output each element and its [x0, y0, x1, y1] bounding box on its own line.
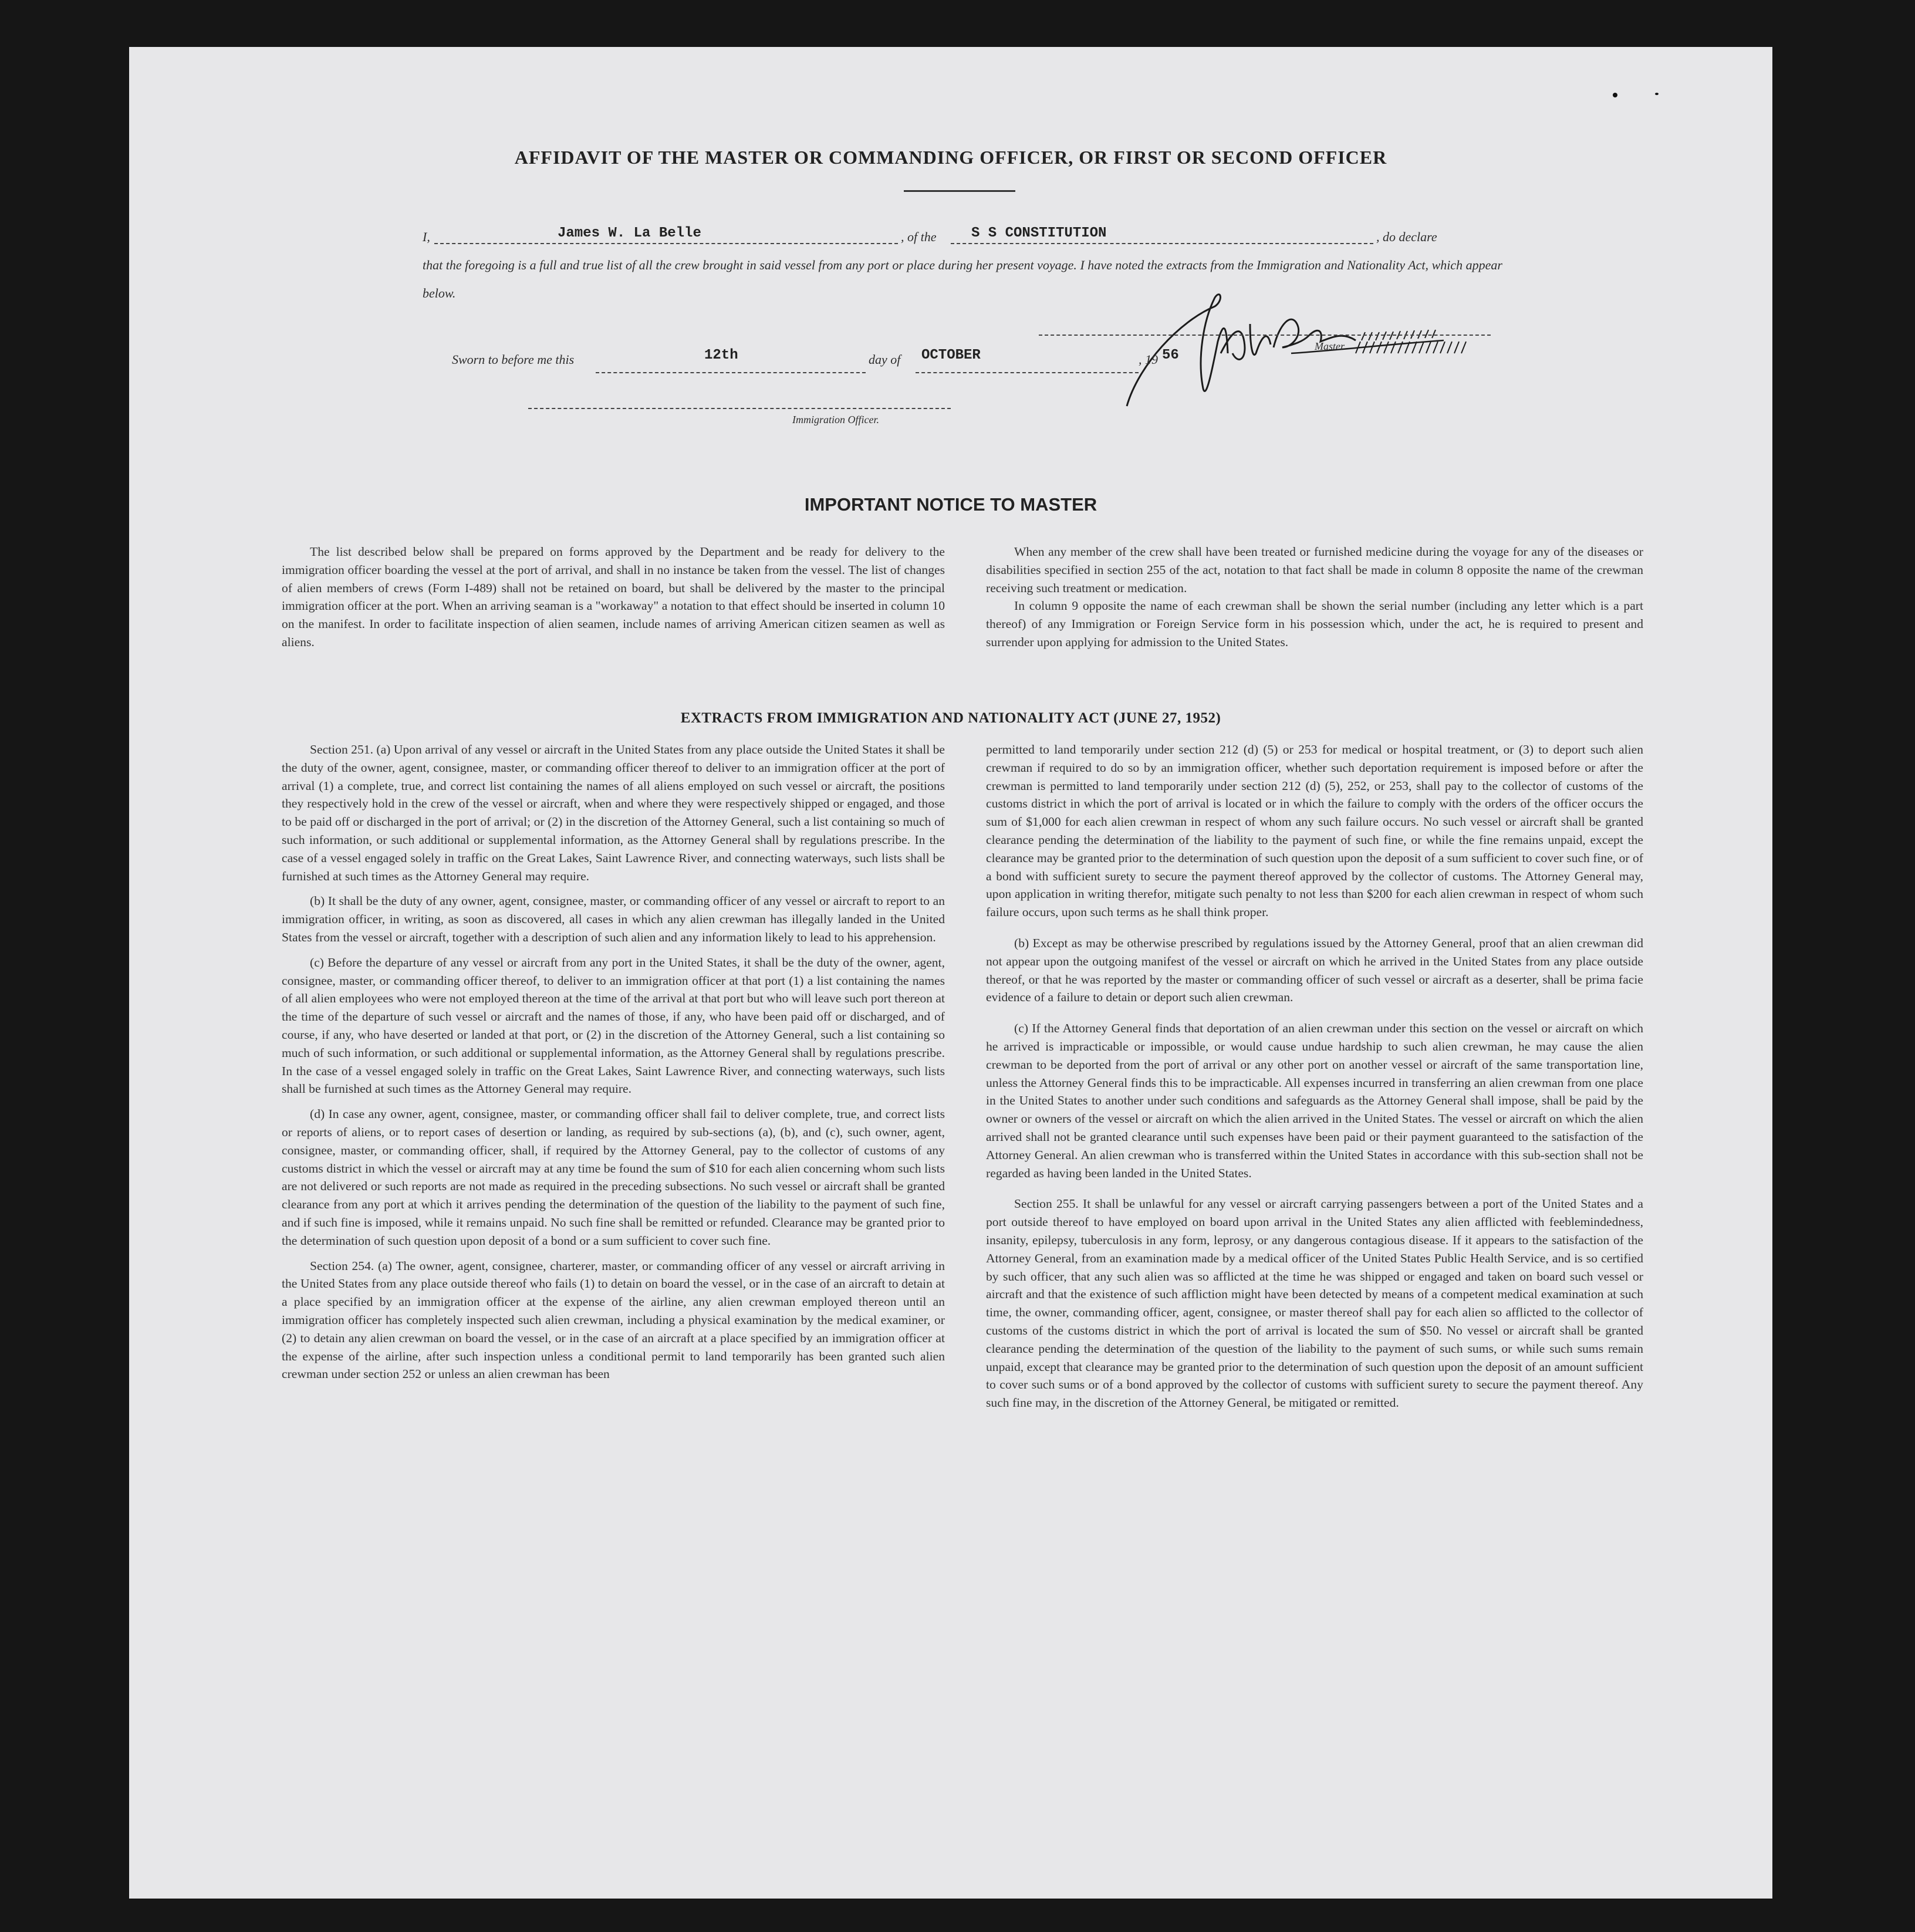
scan-speck: [1613, 93, 1617, 97]
immigration-officer-label: Immigration Officer.: [792, 414, 879, 425]
sworn-line: [452, 347, 1215, 381]
signature-line: [1039, 335, 1491, 336]
do-declare-label: , do declare: [1376, 229, 1437, 244]
day-of-label: day of: [869, 352, 901, 367]
title-divider: [904, 190, 1015, 192]
affidavit-title: AFFIDAVIT OF THE MASTER OR COMMANDING OFFICER, OR FIRST OR SECOND OFFICER: [514, 147, 1387, 168]
section-254c: (c) If the Attorney General finds that deportation of an alien crewman under this section on the vessel or aircraft on which he arrived is impracticable or impossible, or would cause undue hardship to such alien crewman, he may cause the alien crewman to be deported from the port of arrival or any other port on another vessel or aircraft of the same transportation line, unless the Attorney General finds this to be impracticable. All expenses incurred in transferring an alien crewman from one place in the United States to another under such conditions and safeguards as the Attorney General shall impose, shall be paid by the owner or owners of the vessel or aircraft on which the alien arrived in the United States. The vessel or aircraft on which the alien arrived shall not be granted clearance until such expenses have been paid or their payment guaranteed to the satisfaction of the Attorney General. An alien crewman who is transferred within the United States in accordance with this sub-section shall not be regarded as having been landed in the United States.: [986, 1021, 1643, 1180]
strikethrough-mark: [1353, 339, 1488, 356]
notice-left-column: [282, 543, 945, 658]
sworn-year: 56: [1162, 347, 1179, 363]
scan-speck: [1655, 93, 1659, 95]
extracts-right-column: [986, 741, 1643, 1425]
of-the-label: , of the: [901, 229, 937, 244]
section-251d: (d) In case any owner, agent, consignee, master, or commanding officer shall fail to deliver complete, true, and correct lists or reports of aliens, or to report cases of desertion or landing, as required by sub-sections (a), (b), and (c), such owner, agent, consignee, master, or commanding officer, shall, if required by the Attorney General, pay to the collector of customs of any customs district in which the vessel or aircraft may at any time be found the sum of $10 for each alien concerning whom such lists are not delivered or such reports are not made as required in the preceding subsections. No such vessel or aircraft shall be granted clearance from any port at which it arrives pending the determination of the question of the liability to the payment of such fine, and if such fine is imposed, while it remains unpaid. No such fine shall be remitted or refunded. Clearance may be granted prior to the determination of such question upon deposit of a bond or a sum sufficient to cover such fine.: [282, 1107, 945, 1248]
section-251c: (c) Before the departure of any vessel or aircraft from any port in the United States, it shall be the duty of the owner, agent, consignee, master, or commanding officer thereof, to deliver to an immigration officer at that port (1) a list containing the names of all alien employees who were not employed thereon at the time of the arrival at that port but who will leave such port thereon at the time of the departure of such vessel or aircraft and the names of those, if any, who have been paid off or discharged, and of course, if any, who have deserted or landed at that port, or (2) in the discretion of the Attorney General, such a list containing so much of such information, or such additional or supplemental information, as the Attorney General shall by regulations prescribe. In the case of a vessel engaged solely in traffic on the Great Lakes, Saint Lawrence River, and connecting waterways, such lists shall be furnished at such times as the Attorney General may require.: [282, 955, 945, 1096]
notice-right-column: [986, 543, 1643, 651]
sworn-day: 12th: [704, 347, 738, 363]
immigration-officer-line: [528, 408, 951, 409]
section-254a-continued: permitted to land temporarily under section 212 (d) (5) or 253 for medical or hospital treatment, or (3) to deport such alien crewman if required to do so by an immigration officer, whether such deportation requirement is imposed before or after the crewman is permitted to land temporarily under section 212 (d) (5), 252, or 253, shall pay to the collector of customs of the customs district in which the port of arrival is located or in which the failure to comply with the orders of the officer occurs the sum of $1,000 for each alien crewman in respect of whom any such failure occurs. No such vessel or aircraft shall be granted clearance pending the determination of the liability to the payment of such fine, or while the fine remains unpaid, except the clearance may be granted prior to the determination of such question upon the deposit of a sum sufficient to cover such fine, or of a bond with sufficient surety to secure the payment thereof approved by the collector of customs. The Attorney General may, upon application in writing therefor, mitigate such penalty to not less than $200 for each alien crewman in respect of whom such failure occurs, upon such terms as he shall think proper.: [986, 742, 1643, 920]
vessel-name: S S CONSTITUTION: [971, 225, 1107, 241]
notice-title: IMPORTANT NOTICE TO MASTER: [804, 494, 1097, 515]
sworn-label: Sworn to before me this: [452, 352, 575, 367]
notice-paragraph: In column 9 opposite the name of each crewman shall be shown the serial number (including any letter which is a part thereof) of any Immigration or Foreign Service form in his possession which, under the act, he is required to present and surrender upon applying for admission to the United States.: [986, 599, 1643, 649]
section-251a: Section 251. (a) Upon arrival of any vessel or aircraft in the United States from any place outside the United States it shall be the duty of the owner, agent, consignee, master, or commanding officer thereof to deliver to an immigration officer at the port of arrival (1) a complete, true, and correct list containing the names of all aliens employed on such vessel or aircraft, the positions they respectively hold in the crew of the vessel or aircraft, when and where they were respectively shipped or engaged, and those to be paid off or discharged in the port of arrival; or (2) in the discretion of the Attorney General, such a list containing so much of such information, or such additional or supplemental information, as the Attorney General shall by regulations prescribe. In the case of a vessel engaged solely in traffic on the Great Lakes, Saint Lawrence River, and connecting waterways, such lists shall be furnished at such times as the Attorney General may require.: [282, 742, 945, 883]
master-label: Master: [1315, 340, 1345, 352]
extracts-left-column: [282, 741, 945, 1390]
sworn-month: OCTOBER: [921, 347, 981, 363]
notice-paragraph: When any member of the crew shall have been treated or furnished medicine during the voyage for any of the diseases or disabilities specified in section 255 of the act, notation to that fact shall be made in column 8 opposite the name of the crewman receiving such treatment or medication.: [986, 545, 1643, 595]
year-prefix: , 19: [1139, 352, 1158, 367]
notice-paragraph: The list described below shall be prepared on forms approved by the Department and be ready for delivery to the immigration officer boarding the vessel at the port of arrival, and shall in no instance be taken from the vessel. The list of changes of alien members of crews (Form I-489) shall not be retained on board, but shall be delivered by the master to the principal immigration officer at the port. When an arriving seaman is a "workaway" a notation to that effect should be inserted in column 10 on the manifest. In order to facilitate inspection of alien seamen, include names of arriving American citizen seamen as well as aliens.: [282, 545, 945, 649]
extracts-title: EXTRACTS FROM IMMIGRATION AND NATIONALITY ACT (JUNE 27, 1952): [680, 710, 1221, 726]
section-255: Section 255. It shall be unlawful for any vessel or aircraft carrying passengers between a port of the United States and a port outside thereof to have employed on board upon arrival in the United States any alien afflicted with feeblemindedness, insanity, epilepsy, tuberculosis in any form, leprosy, or any dangerous contagious disease. If it appears to the satisfaction of the Attorney General, from an examination made by a medical officer of the United States Public Health Service, and is so certified by such officer, that any such alien was so afflicted at the time he was shipped or engaged and taken on board such vessel or aircraft and that the existence of such affliction might have been detected by means of a competent medical examination at such time, the owner, commanding officer, agent, consignee, or master thereof shall pay for each alien so afflicted to the collector of customs of the customs district in which the port of arrival is located the sum of $50. No vessel or aircraft shall be granted clearance pending the determination of the question of the liability to the payment of such sums, or while such sums remain unpaid, except that clearance may be granted prior to the determination of such question upon the deposit of an amount sufficient to cover such sums or of a bond approved by the collector of customs with sufficient surety to secure the payment thereof. Any such fine may, in the discretion of the Attorney General, be mitigated or remitted.: [986, 1197, 1643, 1410]
section-254b: (b) Except as may be otherwise prescribed by regulations issued by the Attorney General, proof that an alien crewman did not appear upon the outgoing manifest of the vessel or aircraft on which he arrived in the United States from any place outside thereof, or that he was reported by the master or commanding officer of such vessel or aircraft as a deserter, shall be prima facie evidence of a failure to detain or deport such alien crewman.: [986, 935, 1643, 1005]
section-254a: Section 254. (a) The owner, agent, consignee, charterer, master, or commanding officer of any vessel or aircraft arriving in the United States from any place outside thereof who fails (1) to detain on board the vessel, or in the case of an aircraft to detain at a place specified by an immigration officer at the expense of the airline, any alien crewman employed thereon until an immigration officer has completely inspected such alien crewman, including a physical examination by the medical examiner, or (2) to detain any alien crewman on board the vessel, or in the case of an aircraft at a place specified by an immigration officer at the expense of the airline, after such inspection unless a conditional permit to land temporarily has been granted such alien crewman under section 252 or unless an alien crewman has been: [282, 1258, 945, 1382]
document-page: [129, 47, 1772, 1899]
section-251b: (b) It shall be the duty of any owner, agent, consignee, master, or commanding officer of any vessel or aircraft to report to an immigration officer, in writing, as soon as discovered, all cases in which any alien crewman has illegally landed in the United States from the vessel or aircraft, together with a description of such alien and any information likely to lead to his apprehension.: [282, 894, 945, 944]
declaration-text: that the foregoing is a full and true list of all the crew brought in said vessel from any port or place during her present voyage. I have noted the extracts from the Immigration and Nationality Act, which appear below.: [423, 258, 1502, 300]
master-name: James W. La Belle: [558, 225, 701, 241]
i-label: I,: [423, 229, 430, 244]
